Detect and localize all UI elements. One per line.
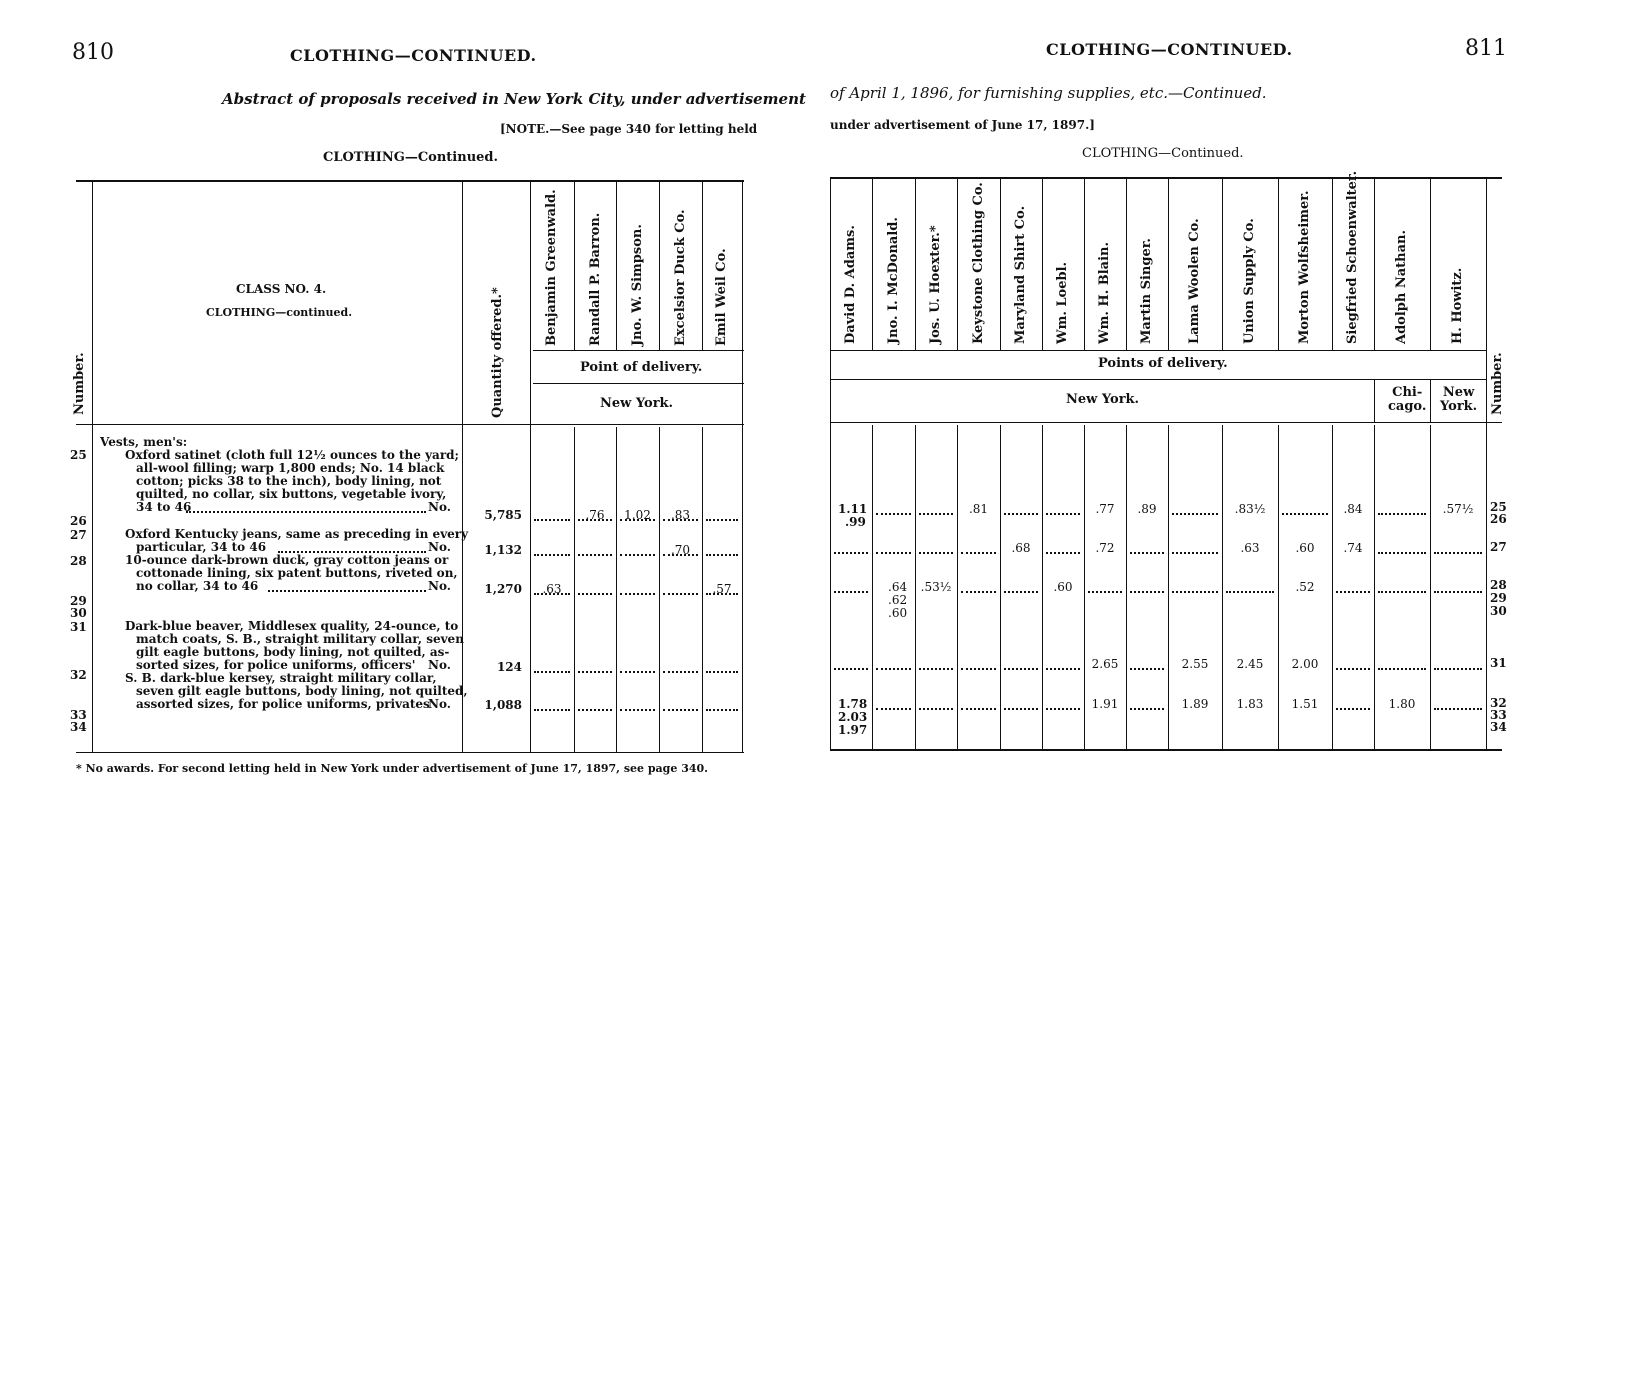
chicago-line-2: cago. [1388, 399, 1427, 414]
leader-dots [1434, 708, 1482, 710]
adams-r26: .99 [845, 515, 866, 529]
leader-dots [578, 519, 612, 521]
location-divider [1430, 379, 1431, 422]
bid-cell: .83 [670, 508, 691, 522]
page-number-right: 811 [1465, 36, 1507, 61]
item-desc-line: 34 to 46 [136, 500, 192, 514]
column-line [872, 177, 873, 350]
column-line [1084, 177, 1085, 350]
row-number: 27 [70, 528, 87, 542]
row-number: 29 [70, 594, 87, 608]
bidder-right-12: Siegfried Schoenwalter. [1345, 170, 1360, 344]
leader-dots [876, 513, 911, 515]
row-number: 34 [70, 720, 87, 734]
leader-dots [1434, 668, 1482, 670]
column-line [1278, 425, 1279, 749]
leader-dots [534, 593, 570, 595]
row-number: 31 [70, 620, 87, 634]
running-head-right: CLOTHING—CONTINUED. [1046, 40, 1293, 59]
unit: No. [428, 540, 451, 554]
leader-dots [1378, 668, 1426, 670]
adams-r34: 1.97 [838, 723, 868, 737]
leader-dots [534, 554, 570, 556]
bidder-right-4: Keystone Clothing Co. [970, 182, 986, 344]
adams-r32: 1.78 [838, 697, 868, 711]
row-number: 31 [1490, 656, 1507, 670]
bidder-right-8: Martin Singer. [1139, 238, 1154, 344]
bid-cell: 2.55 [1181, 657, 1209, 671]
mcd-r29: .62 [888, 593, 908, 607]
leader-dots [1434, 591, 1482, 593]
row-number: 32 [70, 668, 87, 682]
bidder-right-5: Maryland Shirt Co. [1013, 205, 1028, 344]
row-number: 28 [1490, 578, 1507, 592]
leader-dots [961, 668, 996, 670]
qty-header: Quantity offered.* [490, 287, 505, 418]
bidder-left-2: Randall P. Barron. [588, 212, 603, 346]
bidder-right-9: Lama Woolen Co. [1187, 218, 1202, 344]
leader-dots [1226, 591, 1274, 593]
column-line [1430, 177, 1431, 350]
row-number: 33 [1490, 708, 1507, 722]
leader-dots [1004, 668, 1038, 670]
column-line [1042, 425, 1043, 749]
leader-dots [919, 513, 953, 515]
leader-dots [706, 519, 738, 521]
row-number: 27 [1490, 540, 1507, 554]
leader-dots [876, 708, 911, 710]
leader-dots [1046, 668, 1080, 670]
adams-r25: 1.11 [838, 502, 868, 516]
bid-cell: .76 [585, 508, 605, 522]
bid-cell: 1.51 [1291, 697, 1319, 711]
bidder-right-3: Jos. U. Hoexter.* [928, 225, 943, 344]
column-line [915, 425, 916, 749]
bid-cell: .53½ [920, 580, 952, 594]
bid-cell: .63 [542, 582, 562, 596]
leader-dots [1172, 552, 1218, 554]
note-line-left: [NOTE.—See page 340 for letting held [500, 122, 758, 136]
bid-cell: .81 [968, 502, 989, 516]
delivery-location-left: New York. [600, 396, 674, 411]
column-line [1332, 425, 1333, 749]
delivery-location-ny2 [1440, 386, 1477, 414]
leader-dots [834, 552, 868, 554]
bidder-right-10: Union Supply Co. [1242, 218, 1257, 344]
item-desc-line: sorted sizes, for police uniforms, officers' [136, 658, 416, 672]
leader-dots [1004, 591, 1038, 593]
item-heading: Vests, men's: [100, 435, 188, 449]
item-desc-line: match coats, S. B., straight military collar, seven [136, 632, 464, 646]
bid-cell: 1.83 [1236, 697, 1264, 711]
footnote: * No awards. For second letting held in New York under advertisement of June 17, 1897, see page 340. [76, 762, 708, 775]
leader-dots [961, 708, 996, 710]
quantity: 5,785 [484, 508, 522, 522]
quantity: 124 [496, 660, 522, 674]
leader-dots [663, 671, 698, 673]
row-number: 25 [70, 448, 87, 462]
item-desc-line: Oxford satinet (cloth full 12½ ounces to the yard; [125, 448, 459, 462]
leader-dots [1130, 708, 1164, 710]
bid-cell: 1.89 [1181, 697, 1209, 711]
leader-dots [534, 671, 570, 673]
bid-cell: 1.80 [1388, 697, 1416, 711]
leader-dots [578, 671, 612, 673]
leader-dots [706, 554, 738, 556]
bid-cell: .60 [1295, 541, 1315, 555]
leader-dots [534, 709, 570, 711]
leader-dots [1130, 668, 1164, 670]
unit: No. [428, 579, 451, 593]
leader-dots [663, 519, 698, 521]
bid-cell: .89 [1137, 502, 1157, 516]
leader-dots [1378, 591, 1426, 593]
row-number: 30 [1490, 604, 1507, 618]
leader-dots [578, 554, 612, 556]
leader-dots [961, 591, 996, 593]
item-desc-line: cottonade lining, six patent buttons, riveted on, [136, 566, 458, 580]
class-title: CLASS NO. 4. [236, 282, 327, 296]
bid-cell: 2.45 [1236, 657, 1264, 671]
leader-dots [1336, 591, 1370, 593]
unit: No. [428, 500, 451, 514]
mcd-r30: .60 [888, 606, 908, 620]
item-desc-line: all-wool filling; warp 1,800 ends; No. 14 black [136, 461, 445, 475]
delivery-location-ny: New York. [1066, 392, 1140, 407]
column-line [957, 177, 958, 350]
bidder-right-1: David D. Adams. [843, 225, 858, 344]
bidder-left-5: Emil Weil Co. [714, 248, 729, 346]
leader-dots [578, 593, 612, 595]
bid-cell: 1.02 [624, 508, 651, 522]
column-line [1374, 425, 1375, 749]
row-number: 29 [1490, 591, 1507, 605]
bid-cell: .84 [1343, 502, 1363, 516]
bid-cell: .57 [712, 582, 732, 596]
row-number: 26 [1490, 512, 1507, 526]
item-desc-line: 10-ounce dark-brown duck, gray cotton jeans or [125, 553, 449, 567]
leader-dots [1378, 552, 1426, 554]
leader-dots [1046, 513, 1080, 515]
item-desc-line: S. B. dark-blue kersey, straight military collar, [125, 671, 437, 685]
bidder-left-3: Jno. W. Simpson. [630, 224, 645, 346]
leader-dots [1004, 708, 1038, 710]
row-number: 34 [1490, 720, 1507, 734]
leader-dots [919, 708, 953, 710]
bidder-right-2: Jno. I. McDonald. [885, 217, 901, 344]
leader-dots [706, 593, 738, 595]
column-line [1168, 177, 1169, 350]
leader-dots [663, 593, 698, 595]
column-line [1126, 425, 1127, 749]
running-head-left: CLOTHING—CONTINUED. [290, 46, 537, 65]
class-sub: CLOTHING—continued. [206, 306, 353, 319]
ny2-line-1: New [1442, 385, 1475, 400]
bidder-right-13: Adolph Nathan. [1394, 229, 1409, 344]
leader-dots [876, 668, 911, 670]
leader-dots [919, 668, 953, 670]
bidder-left-4: Excelsior Duck Co. [673, 209, 688, 346]
bid-cell: .60 [1053, 580, 1073, 594]
leader-dots [578, 709, 612, 711]
column-line [872, 425, 873, 749]
item-desc-line: gilt eagle buttons, body lining, not quilted, as- [136, 645, 450, 659]
column-line [1332, 177, 1333, 350]
bidder-right-6: Wm. Loebl. [1055, 261, 1070, 344]
bid-cell: .68 [1011, 541, 1031, 555]
leader-dots [620, 671, 655, 673]
leader-dots [1130, 552, 1164, 554]
column-line [1126, 177, 1127, 350]
leader-dots [1130, 591, 1164, 593]
quantity: 1,088 [484, 698, 522, 712]
bid-cell: .57½ [1442, 502, 1474, 516]
column-line [1168, 425, 1169, 749]
column-line [1222, 177, 1223, 350]
item-desc-line: Oxford Kentucky jeans, same as preceding in every [125, 527, 469, 541]
bidder-right-7: Wm. H. Blain. [1097, 241, 1112, 344]
bid-cell: .77 [1095, 502, 1115, 516]
section-heading-right: CLOTHING—Continued. [1082, 146, 1244, 161]
title-line-left: Abstract of proposals received in New York City, under advertisement [222, 90, 806, 108]
column-line [1000, 177, 1001, 350]
leader-dots [620, 554, 655, 556]
item-desc-line: seven gilt eagle buttons, body lining, not quilted, [136, 684, 468, 698]
row-number: 28 [70, 554, 87, 568]
leader-dots [834, 591, 868, 593]
leader-dots [706, 671, 738, 673]
item-desc-line: cotton; picks 38 to the inch), body lining, not [136, 474, 442, 488]
unit: No. [428, 697, 451, 711]
column-line [1042, 177, 1043, 350]
leader-dots [834, 668, 868, 670]
leader-dots [663, 554, 698, 556]
item-desc-line: no collar, 34 to 46 [136, 579, 259, 593]
delivery-location-chicago [1388, 386, 1426, 414]
leader-dots [1434, 552, 1482, 554]
title-line-right: of April 1, 1896, for furnishing supplies, etc.—Continued. [830, 84, 1267, 102]
section-heading-left: CLOTHING—Continued. [323, 150, 499, 165]
bidder-right-11: Morton Wolfsheimer. [1297, 190, 1312, 344]
note-line-right: under advertisement of June 17, 1897.] [830, 118, 1095, 132]
column-line [1430, 425, 1431, 749]
leader-dots [663, 709, 698, 711]
leader-dots [1004, 513, 1038, 515]
number-header-left: Number. [72, 352, 87, 415]
bid-cell: .72 [1095, 541, 1115, 555]
leader-dots [1046, 552, 1080, 554]
leader-dots [876, 552, 911, 554]
unit: No. [428, 658, 451, 672]
row-number: 26 [70, 514, 87, 528]
bidder-left-1: Benjamin Greenwald. [544, 189, 559, 346]
leader-dots [1336, 668, 1370, 670]
column-line [1084, 425, 1085, 749]
item-desc-line: particular, 34 to 46 [136, 540, 267, 554]
location-divider [1374, 379, 1375, 422]
leader-dots [919, 552, 953, 554]
column-line [1486, 177, 1487, 749]
row-number: 25 [1490, 500, 1507, 514]
leader-dots [1088, 591, 1122, 593]
bid-cell: .74 [1343, 541, 1363, 555]
column-line [1222, 425, 1223, 749]
leader-dots [961, 552, 996, 554]
leader-dots [620, 519, 655, 521]
bid-cell: .83½ [1234, 502, 1266, 516]
page-number-left: 810 [72, 40, 114, 65]
bid-cell: 1.91 [1091, 697, 1119, 711]
leader-dots [620, 593, 655, 595]
row-number: 33 [70, 708, 87, 722]
column-line [1278, 177, 1279, 350]
bid-cell: 2.65 [1091, 657, 1119, 671]
column-line [1374, 177, 1375, 350]
chicago-line-1: Chi- [1392, 385, 1423, 400]
ny2-line-2: York. [1440, 399, 1478, 414]
column-line [830, 177, 831, 749]
leader-dots [1046, 708, 1080, 710]
column-line [957, 425, 958, 749]
leader-dots [1282, 513, 1328, 515]
leader-dots [620, 709, 655, 711]
leader-dots [534, 519, 570, 521]
leader-dots [706, 709, 738, 711]
bidder-right-14: H. Howitz. [1450, 267, 1465, 344]
number-header-right: Number. [1490, 352, 1505, 415]
leader-dots [1336, 708, 1370, 710]
leader-dots [1172, 591, 1218, 593]
delivery-header-left: Point of delivery. [580, 360, 703, 375]
row-number: 32 [1490, 696, 1507, 710]
leader-dots [1172, 513, 1218, 515]
bid-cell: 2.00 [1291, 657, 1319, 671]
delivery-header-right: Points of delivery. [1098, 356, 1228, 371]
quantity: 1,132 [484, 543, 522, 557]
item-desc-line: Dark-blue beaver, Middlesex quality, 24-ounce, to [125, 619, 459, 633]
column-line [1000, 425, 1001, 749]
column-line [915, 177, 916, 350]
bid-cell: .52 [1295, 580, 1315, 594]
leader-dots [1378, 513, 1426, 515]
bid-cell: .63 [1240, 541, 1260, 555]
adams-r33: 2.03 [838, 710, 868, 724]
item-desc-line: assorted sizes, for police uniforms, privates' [136, 697, 434, 711]
quantity: 1,270 [484, 582, 522, 596]
item-desc-line: quilted, no collar, six buttons, vegetable ivory, [136, 487, 447, 501]
row-number: 30 [70, 606, 87, 620]
mcd-r28: .64 [888, 580, 908, 594]
bid-cell: .70 [670, 543, 691, 557]
